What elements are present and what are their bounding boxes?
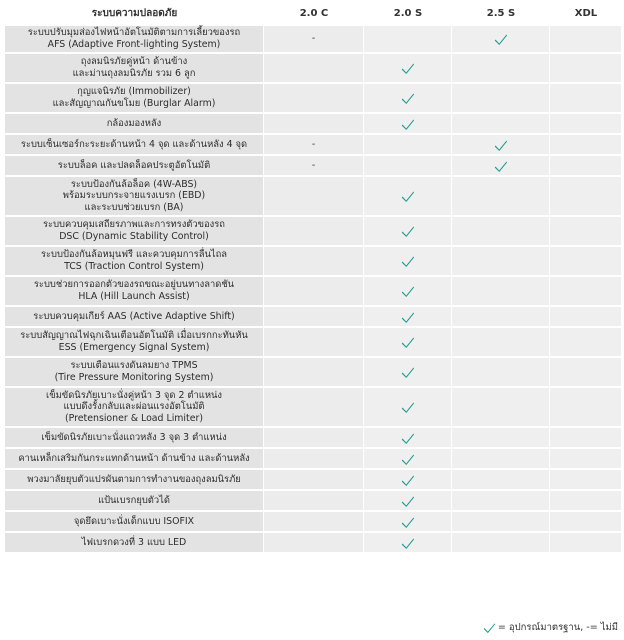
feature-cell: [5, 358, 264, 388]
value-cell: [364, 277, 452, 307]
value-cell: [264, 533, 364, 554]
feature-line: ระบบป้องกันล้อล็อค (4W-ABS): [70, 178, 198, 190]
feature-line: จุดยึดเบาะนั่งเด็กแบบ ISOFIX: [73, 515, 195, 527]
value-cell: [264, 428, 364, 449]
value-cell: [452, 449, 550, 470]
check-icon: [494, 138, 508, 152]
feature-line: แบบดึงรั้งกลับและผ่อนแรงอัตโนมัติ: [63, 401, 205, 413]
value-cell: [364, 135, 452, 156]
value-cell: [364, 217, 452, 247]
feature-cell: [5, 328, 264, 358]
table-row: [5, 388, 622, 428]
check-icon: [401, 536, 415, 550]
value-cell: [264, 217, 364, 247]
feature-line: ไฟเบรกดวงที่ 3 แบบ LED: [81, 536, 187, 548]
value-cell: [364, 26, 452, 54]
header-trim: 2.5 S: [452, 2, 550, 26]
value-cell: [550, 533, 622, 554]
value-cell: [364, 247, 452, 277]
feature-cell: [5, 449, 264, 470]
check-icon: [401, 117, 415, 131]
check-icon: [401, 452, 415, 466]
feature-line: ระบบเตือนแรงดันลมยาง TPMS: [70, 360, 198, 372]
feature-cell: [5, 512, 264, 533]
value-cell: [550, 177, 622, 217]
check-icon: [401, 61, 415, 75]
value-cell: [264, 358, 364, 388]
feature-cell: [5, 84, 264, 114]
table-row: [5, 307, 622, 328]
feature-line: กล้องมองหลัง: [106, 117, 162, 129]
value-cell: [264, 328, 364, 358]
feature-line: คานเหล็กเสริมกันกระแทกด้านหน้า ด้านข้าง และด้านหลัง: [18, 452, 250, 464]
value-cell: [550, 491, 622, 512]
value-cell: [364, 491, 452, 512]
value-cell: [550, 156, 622, 177]
feature-line: พร้อมระบบกระจายแรงเบรก (EBD): [62, 190, 206, 202]
feature-cell: [5, 388, 264, 428]
value-cell: [550, 307, 622, 328]
value-cell: [264, 307, 364, 328]
value-cell: [452, 512, 550, 533]
feature-line: ระบบควบคุมเสถียรภาพและการทรงตัวของรถ: [43, 219, 225, 231]
table-row: [5, 54, 622, 84]
value-cell: [550, 277, 622, 307]
value-cell: [550, 428, 622, 449]
not-available-dash: -: [311, 138, 316, 150]
table-row: [5, 328, 622, 358]
table-row: [5, 26, 622, 54]
table-row: [5, 114, 622, 135]
value-cell: [364, 358, 452, 388]
value-cell: [364, 388, 452, 428]
value-cell: [364, 328, 452, 358]
value-cell: [452, 54, 550, 84]
feature-line: HLA (Hill Launch Assist): [78, 291, 190, 302]
feature-cell: [5, 156, 264, 177]
value-cell: [364, 428, 452, 449]
check-icon: [494, 32, 508, 46]
value-cell: [550, 512, 622, 533]
value-cell: [452, 428, 550, 449]
table-row: [5, 358, 622, 388]
value-cell: [264, 26, 364, 54]
check-icon: [401, 515, 415, 529]
value-cell: [550, 388, 622, 428]
check-icon: [401, 189, 415, 203]
value-cell: [264, 470, 364, 491]
feature-cell: [5, 247, 264, 277]
check-icon: [401, 284, 415, 298]
check-icon: [401, 335, 415, 349]
feature-line: ระบบเซ็นเซอร์กะระยะด้านหน้า 4 จุด และด้านหลัง 4 จุด: [20, 138, 248, 150]
check-icon: [401, 224, 415, 238]
value-cell: [452, 84, 550, 114]
safety-spec-table: [5, 2, 622, 554]
feature-cell: [5, 277, 264, 307]
feature-cell: [5, 491, 264, 512]
feature-line: ระบบสัญญาณไฟฉุกเฉินเตือนอัตโนมัติ เมื่อเบรกกะทันหัน: [20, 330, 248, 342]
table-row: [5, 491, 622, 512]
value-cell: [264, 277, 364, 307]
check-icon: [401, 365, 415, 379]
value-cell: [364, 533, 452, 554]
value-cell: [452, 26, 550, 54]
feature-line: กุญแจนิรภัย (Immobilizer): [77, 86, 191, 98]
value-cell: [364, 177, 452, 217]
feature-line: TCS (Traction Control System): [64, 261, 204, 272]
feature-line: DSC (Dynamic Stability Control): [59, 231, 209, 242]
value-cell: [550, 114, 622, 135]
value-cell: [550, 135, 622, 156]
value-cell: [452, 388, 550, 428]
value-cell: [264, 491, 364, 512]
table-row: [5, 512, 622, 533]
not-available-dash: -: [311, 33, 316, 45]
legend: [483, 620, 618, 635]
feature-line: พวงมาลัยยุบตัวแปรผันตามการทำงานของถุงลมนิรภัย: [27, 473, 241, 485]
feature-line: และม่านถุงลมนิรภัย รวม 6 ลูก: [72, 68, 196, 79]
header-trim: 2.0 S: [364, 2, 452, 26]
feature-line: (Pretensioner & Load Limiter): [65, 412, 203, 424]
value-cell: [550, 358, 622, 388]
feature-cell: [5, 54, 264, 84]
table-row: [5, 449, 622, 470]
value-cell: [452, 114, 550, 135]
value-cell: [264, 156, 364, 177]
value-cell: [452, 247, 550, 277]
table-row: [5, 135, 622, 156]
value-cell: [264, 449, 364, 470]
value-cell: [452, 177, 550, 217]
value-cell: [264, 84, 364, 114]
table-row: [5, 428, 622, 449]
value-cell: [550, 449, 622, 470]
value-cell: [550, 84, 622, 114]
value-cell: [364, 470, 452, 491]
feature-line: ระบบป้องกันล้อหมุนฟรี และควบคุมการลื่นไถล: [40, 249, 228, 261]
feature-cell: [5, 135, 264, 156]
feature-cell: [5, 26, 264, 54]
feature-line: ระบบควบคุมเกียร์ AAS (Active Adaptive Shift): [33, 310, 235, 322]
feature-line: ระบบล็อค และปลดล็อคประตูอัตโนมัติ: [57, 159, 211, 171]
value-cell: [452, 307, 550, 328]
table-row: [5, 470, 622, 491]
value-cell: [550, 328, 622, 358]
check-icon: [401, 310, 415, 324]
check-icon: [401, 254, 415, 268]
value-cell: [550, 26, 622, 54]
table-row: [5, 84, 622, 114]
value-cell: [264, 135, 364, 156]
feature-line: ESS (Emergency Signal System): [58, 342, 210, 353]
value-cell: [264, 512, 364, 533]
value-cell: [364, 54, 452, 84]
table-row: [5, 177, 622, 217]
feature-line: ระบบปรับมุมส่องไฟหน้าอัตโนมัติตามการเลี้ยวของรถ: [27, 27, 241, 39]
value-cell: [264, 54, 364, 84]
feature-line: แป้นเบรกยุบตัวได้: [98, 494, 170, 506]
table-row: [5, 277, 622, 307]
feature-line: AFS (Adaptive Front-lighting System): [47, 39, 221, 50]
check-icon: [401, 91, 415, 105]
value-cell: [264, 114, 364, 135]
feature-line: และสัญญาณกันขโมย (Burglar Alarm): [52, 98, 216, 109]
feature-cell: [5, 177, 264, 217]
check-icon: [401, 400, 415, 414]
check-icon: [401, 473, 415, 487]
not-available-dash: -: [311, 159, 316, 171]
value-cell: [264, 247, 364, 277]
value-cell: [364, 156, 452, 177]
check-icon: [494, 159, 508, 173]
legend-text: = อุปกรณ์มาตรฐาน, -= ไม่มี: [497, 622, 618, 633]
value-cell: [452, 328, 550, 358]
value-cell: [452, 358, 550, 388]
feature-cell: [5, 307, 264, 328]
feature-line: (Tire Pressure Monitoring System): [54, 372, 214, 383]
value-cell: [264, 388, 364, 428]
value-cell: [550, 247, 622, 277]
feature-cell: [5, 428, 264, 449]
feature-line: และระบบช่วยเบรก (BA): [84, 201, 184, 213]
value-cell: [550, 54, 622, 84]
value-cell: [550, 217, 622, 247]
value-cell: [364, 114, 452, 135]
feature-cell: [5, 114, 264, 135]
value-cell: [452, 470, 550, 491]
feature-cell: [5, 217, 264, 247]
feature-line: เข็มขัดนิรภัยเบาะนั่งคู่หน้า 3 จุด 2 ตำแหน่ง: [46, 389, 222, 401]
feature-cell: [5, 470, 264, 491]
value-cell: [364, 84, 452, 114]
feature-line: ระบบช่วยการออกตัวของรถขณะอยู่บนทางลาดชัน: [33, 279, 235, 291]
feature-line: ถุงลมนิรภัยคู่หน้า ด้านข้าง: [80, 56, 188, 68]
value-cell: [364, 307, 452, 328]
value-cell: [364, 449, 452, 470]
value-cell: [452, 135, 550, 156]
value-cell: [452, 491, 550, 512]
value-cell: [452, 156, 550, 177]
value-cell: [452, 533, 550, 554]
table-row: [5, 217, 622, 247]
value-cell: [452, 277, 550, 307]
check-icon: [401, 494, 415, 508]
feature-line: เข็มขัดนิรภัยเบาะนั่งแถวหลัง 3 จุด 3 ตำแหน่ง: [41, 431, 227, 443]
table-row: [5, 533, 622, 554]
check-icon: [401, 431, 415, 445]
header-feature: ระบบความปลอดภัย: [5, 2, 264, 26]
header-trim: XDL: [550, 2, 622, 26]
header-trim: 2.0 C: [264, 2, 364, 26]
table-row: [5, 247, 622, 277]
value-cell: [264, 177, 364, 217]
feature-cell: [5, 533, 264, 554]
header-row: [5, 2, 622, 26]
value-cell: [550, 470, 622, 491]
value-cell: [364, 512, 452, 533]
check-icon: [483, 621, 496, 634]
value-cell: [452, 217, 550, 247]
table-row: [5, 156, 622, 177]
